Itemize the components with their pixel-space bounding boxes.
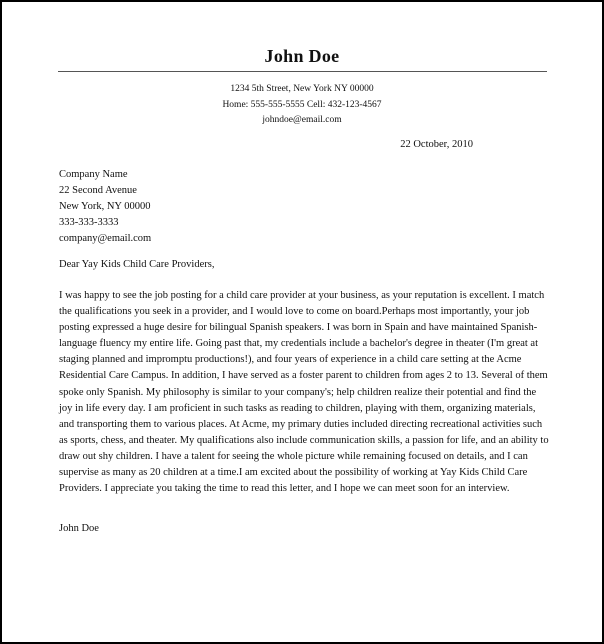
recipient-street: 22 Second Avenue	[59, 185, 137, 196]
recipient-block	[59, 167, 151, 247]
sender-contact-block	[2, 82, 602, 129]
salutation: Dear Yay Kids Child Care Providers,	[59, 259, 215, 270]
letter-date: 22 October, 2010	[400, 139, 473, 150]
sender-address: 1234 5th Street, New York NY 00000	[230, 84, 374, 94]
recipient-city: New York, NY 00000	[59, 201, 151, 212]
signature: John Doe	[59, 523, 99, 534]
sender-phones: Home: 555-555-5555 Cell: 432-123-4567	[222, 99, 382, 110]
sender-email: johndoe@email.com	[262, 115, 342, 125]
recipient-company: Company Name	[59, 169, 128, 180]
letter-body: I was happy to see the job posting for a child care provider at your business, as your reputation is excellent. I match the qualifications you seek in a provider, and I would love to come on board.Perhaps most importantly, your job posting expressed a huge desire for bilingual Spanish speakers. I was born in Spain and have maintained Spanish-language fluency my entire life. Going past that, my credentials include a bachelor's degree in theater (I'm great at staging planned and impromptu productions!), and four years of experience in a child care setting at the Acme Residential Care Campus. In addition, I have served as a foster parent to children from ages 2 to 13. Several of them spoke only Spanish. My philosophy is similar to your company's; help children realize their potential and find the joy in life every day. I am proficient in such tasks as reading to children, playing with them, organizing materials, and transporting them to various places. At Acme, my primary duties included directing recreational activities such as sports, chess, and theater. My qualifications also include communication skills, a passion for life, and an ability to draw out shy children. I have a talent for seeing the whole picture while remaining focused on details, and I can supervise as many as 20 children at a time.I am excited about the possibility of working at Yay Kids Child Care Providers. I appreciate you taking the time to read this letter, and I hope we can meet soon for an interview.	[59, 290, 549, 495]
recipient-email: company@email.com	[59, 233, 152, 244]
sender-name: John Doe	[264, 46, 340, 66]
header-divider	[58, 71, 547, 72]
recipient-phone: 333-333-3333	[59, 217, 119, 228]
